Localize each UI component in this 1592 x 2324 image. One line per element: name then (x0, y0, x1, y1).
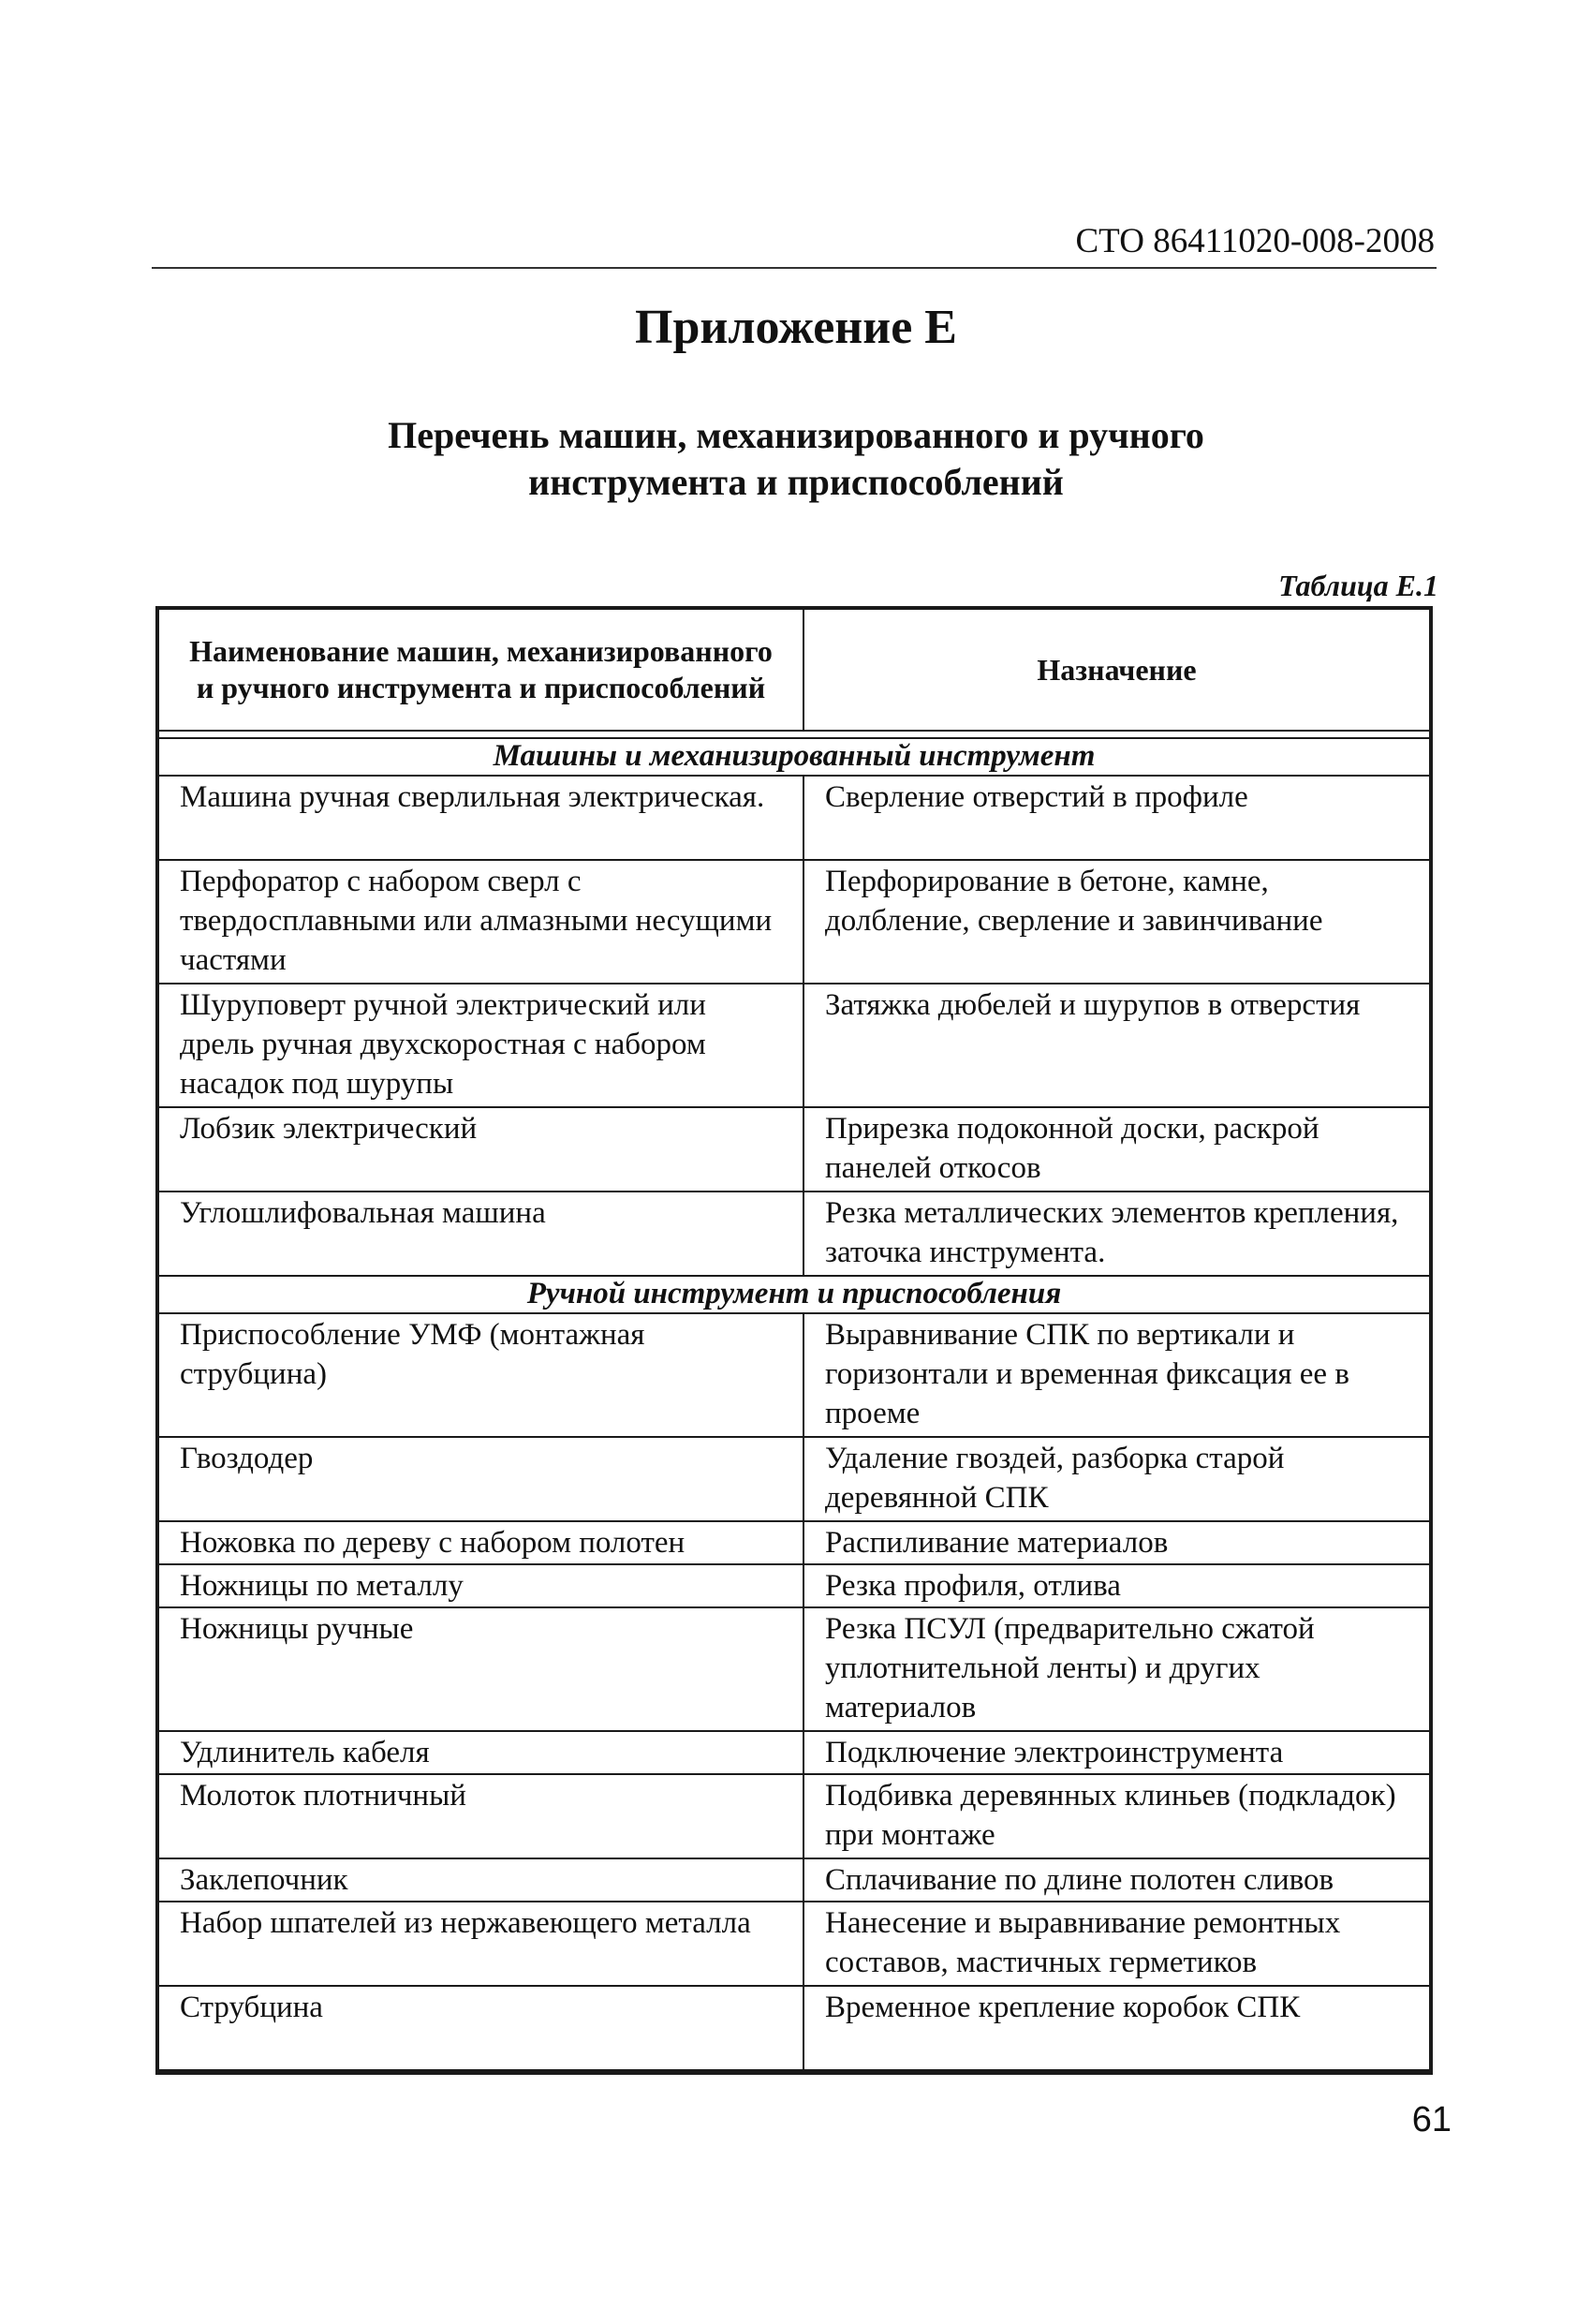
equipment-name: Заклепочник (159, 1858, 803, 1902)
section-row (159, 738, 1429, 776)
list-title-line-1: Перечень машин, механизированного и ручного (388, 414, 1204, 456)
table-row (159, 860, 1429, 984)
equipment-name: Лобзик электрический (159, 1107, 803, 1192)
equipment-name: Ножницы по металлу (159, 1564, 803, 1607)
equipment-purpose: Перфорирование в бетоне, камне, долбление, сверление и завинчивание (803, 860, 1429, 984)
table-row (159, 1607, 1429, 1731)
table-row (159, 1986, 1429, 2070)
equipment-name: Приспособление УМФ (монтажная струбцина) (159, 1313, 803, 1437)
equipment-purpose: Нанесение и выравнивание ремонтных составов, мастичных герметиков (803, 1902, 1429, 1986)
equipment-purpose: Выравнивание СПК по вертикали и горизонтали и временная фиксация ее в проеме (803, 1313, 1429, 1437)
equipment-name: Ножницы ручные (159, 1607, 803, 1731)
table-row (159, 1902, 1429, 1986)
equipment-purpose: Затяжка дюбелей и шурупов в отверстия (803, 984, 1429, 1107)
equipment-purpose: Подбивка деревянных клиньев (подкладок) при монтаже (803, 1774, 1429, 1858)
column-header-name: Наименование машин, механизированного и ручного инструмента и приспособлений (159, 610, 803, 731)
table-row (159, 984, 1429, 1107)
table-row (159, 776, 1429, 860)
header-gap (159, 731, 1429, 738)
table-caption: Таблица Е.1 (1278, 569, 1438, 602)
equipment-table-frame (155, 606, 1433, 2075)
equipment-name: Ножовка по дереву с набором полотен (159, 1521, 803, 1564)
table-row (159, 1437, 1429, 1521)
appendix-title: Приложение Е (635, 301, 957, 354)
equipment-name: Струбцина (159, 1986, 803, 2070)
document-code: СТО 86411020-008-2008 (1075, 222, 1435, 260)
section-row (159, 1276, 1429, 1313)
column-header-purpose: Назначение (803, 610, 1429, 731)
table-row (159, 1107, 1429, 1192)
equipment-name: Гвоздодер (159, 1437, 803, 1521)
page-number: 61 (1411, 2100, 1452, 2139)
equipment-purpose: Сверление отверстий в профиле (803, 776, 1429, 860)
equipment-name: Машина ручная сверлильная электрическая. (159, 776, 803, 860)
table-row (159, 1192, 1429, 1276)
table-row (159, 1313, 1429, 1437)
equipment-name: Молоток плотничный (159, 1774, 803, 1858)
equipment-purpose: Резка металлических элементов крепления, заточка инструмента. (803, 1192, 1429, 1276)
equipment-name: Углошлифовальная машина (159, 1192, 803, 1276)
table-row (159, 1521, 1429, 1564)
table-row (159, 1564, 1429, 1607)
equipment-name: Шуруповерт ручной электрический или дрель ручная двухскоростная с набором насадок под шурупы (159, 984, 803, 1107)
list-title-line-2: инструмента и приспособлений (528, 461, 1064, 503)
section-title: Машины и механизированный инструмент (159, 738, 1429, 776)
equipment-purpose: Прирезка подоконной доски, раскрой панелей откосов (803, 1107, 1429, 1192)
section-title: Ручной инструмент и приспособления (159, 1276, 1429, 1313)
table-row (159, 1774, 1429, 1858)
list-title (281, 412, 1311, 506)
table-header-row (159, 610, 1429, 731)
table-row (159, 1858, 1429, 1902)
equipment-name: Набор шпателей из нержавеющего металла (159, 1902, 803, 1986)
header-rule (152, 267, 1437, 269)
equipment-purpose: Временное крепление коробок СПК (803, 1986, 1429, 2070)
equipment-purpose: Распиливание материалов (803, 1521, 1429, 1564)
equipment-purpose: Резка ПСУЛ (предварительно сжатой уплотнительной ленты) и других материалов (803, 1607, 1429, 1731)
equipment-name: Удлинитель кабеля (159, 1731, 803, 1774)
equipment-table (159, 610, 1429, 2071)
equipment-name: Перфоратор с набором сверл с твердосплавными или алмазными несущими частями (159, 860, 803, 984)
equipment-purpose: Подключение электроинструмента (803, 1731, 1429, 1774)
equipment-purpose: Удаление гвоздей, разборка старой деревянной СПК (803, 1437, 1429, 1521)
table-row (159, 1731, 1429, 1774)
equipment-purpose: Резка профиля, отлива (803, 1564, 1429, 1607)
equipment-purpose: Сплачивание по длине полотен сливов (803, 1858, 1429, 1902)
